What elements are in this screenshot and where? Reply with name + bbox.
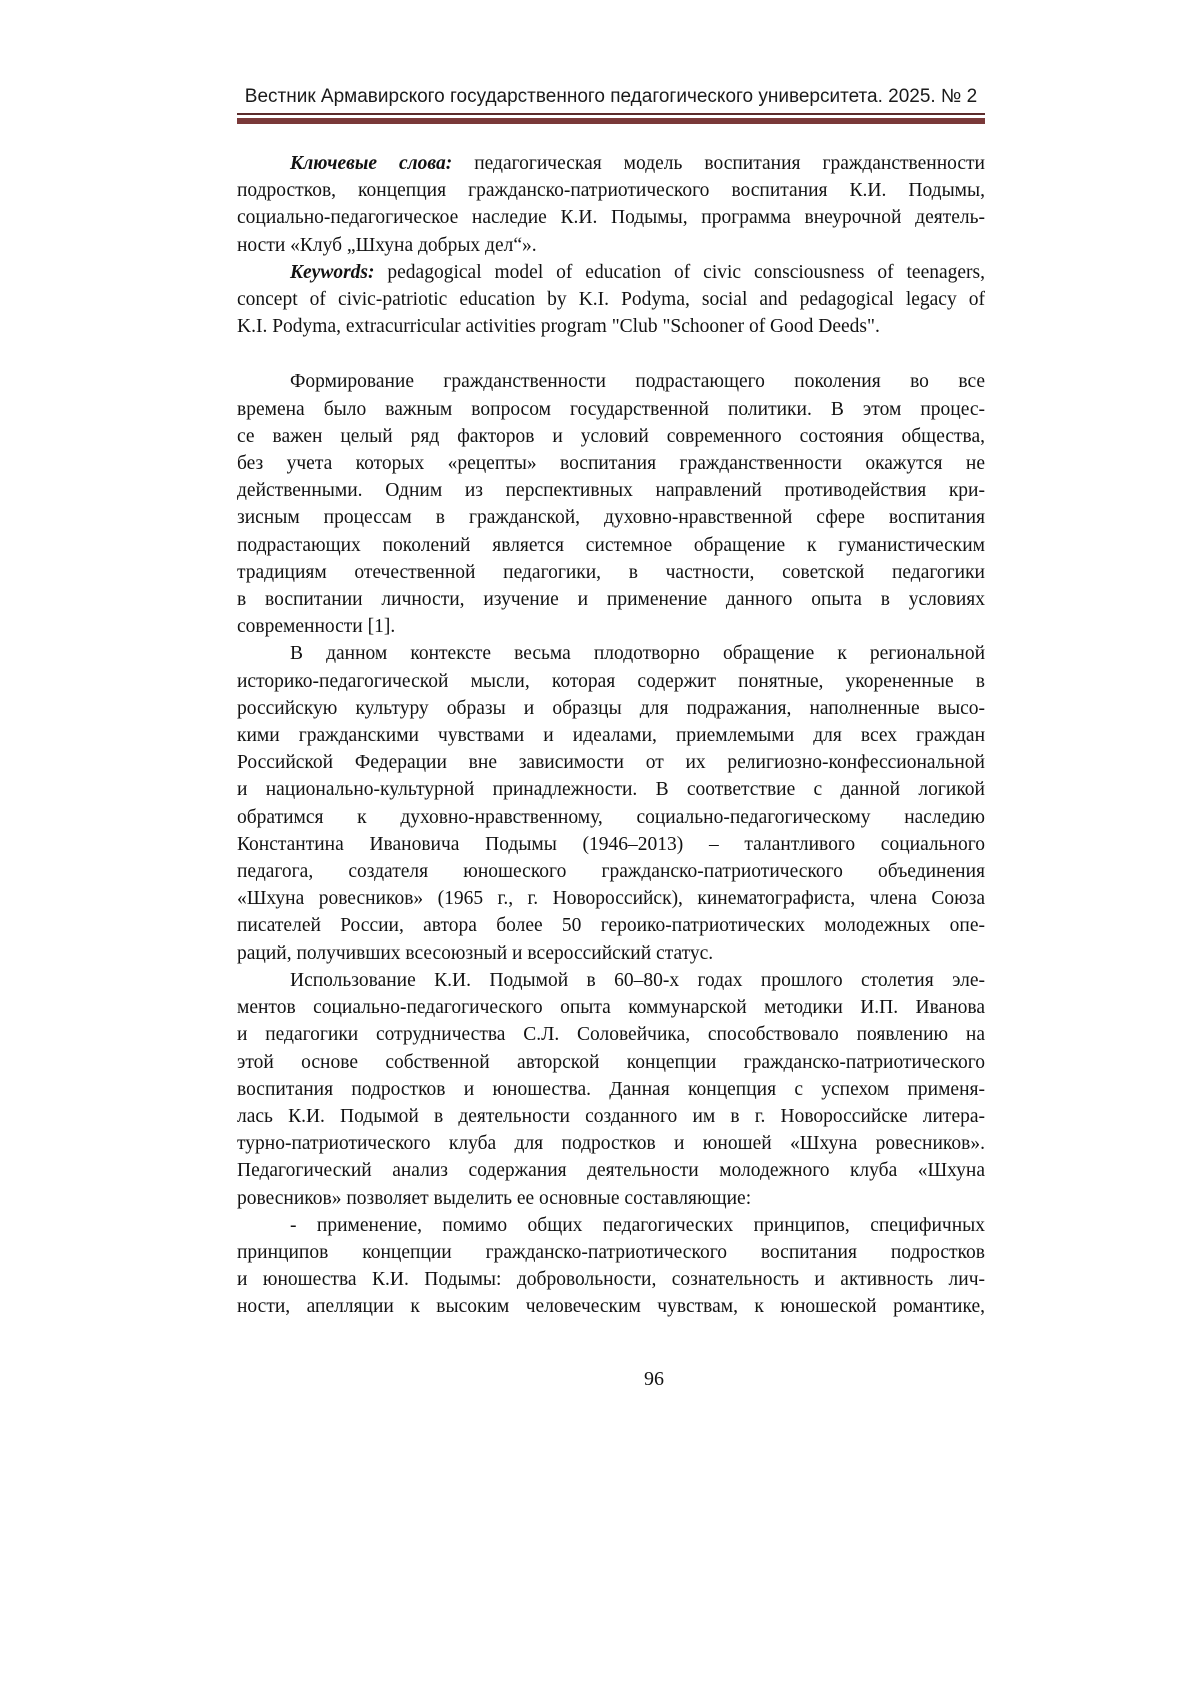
- text-line: ности «Клуб „Шхуна добрых дел“».: [237, 234, 537, 256]
- text-line: ности, апелляции к высоким человеческим чувствам, к юношеской романтике,: [237, 1296, 985, 1318]
- body-text: [237, 150, 985, 1321]
- text-line: Педагогический анализ содержания деятельности молодежного клуба «Шхуна: [237, 1160, 985, 1182]
- text-line: се важен целый ряд факторов и условий современного состояния общества,: [237, 425, 985, 447]
- lead-phrase: Ключевые слова:: [290, 153, 453, 174]
- text-line: K.I. Podyma, extracurricular activities program "Club "Schooner of Good Deeds".: [237, 316, 880, 338]
- paragraph: [237, 967, 985, 1212]
- text-line: и педагогики сотрудничества С.Л. Соловейчика, способствовало появлению на: [237, 1024, 985, 1046]
- text-line: в воспитании личности, изучение и применение данного опыта в условиях: [237, 589, 985, 611]
- text-line: и национально-культурной принадлежности. В соответствие с данной логикой: [237, 779, 985, 801]
- text-line: воспитания подростков и юношества. Данная концепция с успехом применя-: [237, 1078, 985, 1100]
- text-line: традициям отечественной педагогики, в частности, советской педагогики: [237, 561, 985, 583]
- text-line: Использование К.И. Подымой в 60–80-х годах прошлого столетия эле-: [290, 969, 985, 991]
- text-line: и юношества К.И. Подымы: добровольности, сознательность и активность лич-: [237, 1269, 985, 1291]
- text-line: подростков, концепция гражданско-патриотического воспитания К.И. Подымы,: [237, 180, 985, 202]
- text-line: Формирование гражданственности подрастающего поколения во все: [290, 371, 985, 393]
- text-line: педагога, создателя юношеского гражданско-патриотического объединения: [237, 861, 985, 883]
- text-line: без учета которых «рецепты» воспитания гражданственности окажутся не: [237, 453, 985, 475]
- text-line: принципов концепции гражданско-патриотического воспитания подростков: [237, 1241, 985, 1263]
- paragraph: [237, 640, 985, 966]
- text-line: - применение, помимо общих педагогических принципов, специфичных: [290, 1214, 985, 1236]
- text-line: В данном контексте весьма плодотворно обращение к региональной: [290, 643, 985, 665]
- journal-header-title: Вестник Армавирского государственного педагогического университета. 2025. № 2: [244, 86, 978, 107]
- text-line: подрастающих поколений является системное обращение к гуманистическим: [237, 534, 985, 556]
- text-line: времена было важным вопросом государственной политики. В этом процес-: [237, 398, 985, 420]
- text-line: лась К.И. Подымой в деятельности созданного им в г. Новороссийске литера-: [237, 1105, 985, 1127]
- page-number: 96: [644, 1368, 664, 1390]
- text-line: кими гражданскими чувствами и идеалами, приемлемыми для всех граждан: [237, 725, 985, 747]
- text-line: зисным процессам в гражданской, духовно-нравственной сфере воспитания: [237, 507, 985, 529]
- text-line: писателей России, автора более 50 героико-патриотических молодежных опе-: [237, 915, 985, 937]
- text-line: турно-патриотического клуба для подростков и юношей «Шхуна ровесников».: [237, 1133, 985, 1155]
- paragraph: [237, 150, 985, 259]
- text-line: «Шхуна ровесников» (1965 г., г. Новороссийск), кинематографиста, члена Союза: [237, 888, 985, 910]
- lead-phrase: Keywords:: [290, 261, 375, 283]
- text-line: обратимся к духовно-нравственному, социально-педагогическому наследию: [237, 806, 985, 828]
- text-line: ментов социально-педагогического опыта коммунарской методики И.П. Иванова: [237, 997, 985, 1019]
- paragraph: [237, 368, 985, 640]
- text-column: [237, 86, 985, 1321]
- header-rule-thick: [237, 118, 985, 124]
- text-line: concept of civic-patriotic education by K.I. Podyma, social and pedagogical legacy of: [237, 289, 985, 311]
- text-line: социально-педагогическое наследие К.И. Подымы, программа внеурочной деятель-: [237, 207, 985, 229]
- text-line: Keywords: pedagogical model of education of civic consciousness of teenagers,: [290, 261, 985, 283]
- text-line: Ключевые слова: педагогическая модель воспитания гражданственности: [290, 153, 985, 174]
- text-line: российскую культуру образы и образцы для подражания, наполненные высо-: [237, 697, 985, 719]
- text-line: раций, получивших всесоюзный и всероссийский статус.: [237, 942, 714, 964]
- text-line: Константина Ивановича Подымы (1946–2013) – талантливого социального: [237, 833, 985, 855]
- text-line: этой основе собственной авторской концепции гражданско-патриотического: [237, 1051, 985, 1073]
- paragraph: [237, 1212, 985, 1321]
- text-line: историко-педагогической мысли, которая содержит понятные, укорененные в: [237, 670, 985, 692]
- text-line: Российской Федерации вне зависимости от их религиозно-конфессиональной: [237, 752, 985, 774]
- paragraph: [237, 259, 985, 341]
- text-line: ровесников» позволяет выделить ее основные составляющие:: [237, 1187, 752, 1209]
- text-line: современности [1].: [237, 616, 396, 638]
- text-line: действенными. Одним из перспективных направлений противодействия кри-: [237, 480, 985, 502]
